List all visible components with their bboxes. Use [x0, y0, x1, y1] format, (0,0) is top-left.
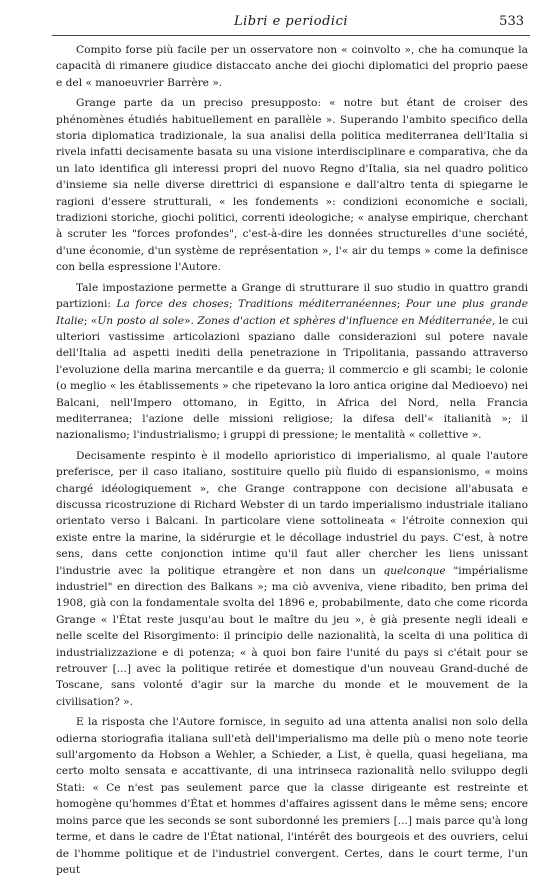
text-run: Grange parte da un preciso presupposto: « notre but étant de croiser des phénomènes étudiés habituellement en parallèle ». Superando l'ambito specifico della storia diplomatica tradizionale, la sua analisi della politica mediterranea dell'Italia si rivela infatti decisamente basata su una visione interdisciplinare e comparativa, che da un lato identifica gli interessi propri del nuovo Regno d'Italia, sia nel quadro politico d'insieme sia nelle diverse direttrici di espansione e dall'altro tenta di spiegarne le ragioni d'essere strutturali, « les fondements »: condizioni economiche e sociali, tradizioni storiche, giochi politici, correnti ideologiche; « analyse empirique, cherchant à scruter les "forces profondes", c'est-à-dire les données structurelles d'une société, d'une économie, d'un système de représentation », l'« air du temps » come la definisce con bella espressione l'Autore.	[56, 97, 528, 274]
text-run: E la risposta che l'Autore fornisce, in seguito ad una attenta analisi non solo della odierna storiografia italiana sull'età dell'imperialismo ma delle più o meno note teorie sull'argomento da Hobson a Wehler, a Schieder, a List, è quella, quasi hegeliana, ma certo molto sensata e accattivante, di una intrinseca razionalità nello sviluppo degli Stati: « Ce n'est pas seulement parce que la classe dirigeante est restreinte et homogène qu'hommes d'État et hommes d'affaires agissent dans le même sens; encore moins parce que les seconds se sont subordonné les premiers [...] mais parce qu'à long terme, et dans le cadre de l'État national, l'intérêt des bourgeois et des ouvriers, celui de l'homme politique et de l'industriel convergent. Certes, dans le court terme, l'un peut	[56, 716, 528, 876]
text-run: ;	[396, 298, 406, 311]
header-rule	[52, 35, 530, 36]
text-run: ; «	[83, 314, 98, 327]
italic-text: Pour une plus grande Italie	[56, 298, 528, 327]
text-run: Decisamente respinto è il modello aprioristico di imperialismo, al quale l'autore preferisce, per il caso italiano, sostituire quello più fluido di espansionismo, « moins chargé idéologiquement », che Grange contrappone con decisione all'abusata e discussa ricostruzione di Richard Webster di un tardo imperialismo industriale italiano orientato verso i Balcani. In particolare viene sottolineata « l'étroite connexion qui existe entre la marine, la sidérurgie et le décollage industriel du pays. C'est, à notre sens, dans cette conjonction intime qu'il faut aller chercher les liens unissant l'industrie avec la politique etrangère et non dans un	[56, 449, 528, 577]
italic-text: Traditions méditerranéennes	[238, 298, 397, 311]
italic-text: Un posto al sole	[97, 314, 185, 327]
text-run: ;	[228, 298, 239, 311]
page-header	[52, 10, 530, 32]
italic-text: La force des choses	[116, 298, 229, 311]
body-text	[56, 42, 528, 882]
text-run: , le cui ulteriori vastissime articolazioni spaziano dalle considerazioni sul potere navale dell'Italia ad aspetti inediti della penetrazione in Tripolitania, passando attraverso l'evoluzione della marina mercantile e da guerra; il commercio e gli scambi; le colonie (o meglio « les établissements » che ripetevano la loro antica origine dal Medioevo) nei Balcani, nell'Impero ottomano, in Egitto, in Africa del Nord, nella Francia mediterranea; l'azione delle missioni religiose; la difesa dell'« italianità »; il nazionalismo; l'industrialismo; i gruppi di pressione; le mentalità « collettive ».	[56, 314, 529, 442]
text-run: Tale impostazione permette a Grange di strutturare il suo studio in quattro grandi partizioni:	[56, 281, 528, 311]
italic-text: Zones d'action et sphères d'influence en Méditerranée	[197, 314, 492, 327]
paragraph	[56, 42, 528, 91]
running-head: Libri e periodici	[233, 14, 349, 29]
paragraph	[56, 714, 528, 878]
page-number: 533	[499, 14, 524, 29]
paragraph	[56, 448, 528, 711]
paragraph	[56, 95, 528, 275]
text-run: Compito forse più facile per un osservatore non « coinvolto », che ha comunque la capacità di rimanere giudice distaccato anche dei giochi diplomatici del proprio paese e del « manoeuvrier Barrère ».	[56, 44, 528, 89]
text-run: ».	[184, 314, 198, 327]
text-run: "impérialisme industriel" en direction des Balkans »; ma ciò avveniva, viene ribadito, ben prima del 1908, già con la fondamentale svolta del 1896 e, probabilmente, dato che come ricorda Grange « l'État reste jusqu'au bout le maître du jeu », è già presente negli ideali e nelle scelte del Risorgimento: il principio delle nazionalità, la scelta di una politica di industrializzazione e di potenza; « à quoi bon faire l'unité du pays si c'était pour se retrouver [...] avec la politique retirée et domestique d'un nouveau Grand-duché de Toscane, sans volonté d'agir sur la marche du monde et le mouvement de la civilisation? ».	[56, 564, 528, 708]
italic-text: quelconque	[383, 564, 446, 577]
paragraph	[56, 280, 528, 444]
